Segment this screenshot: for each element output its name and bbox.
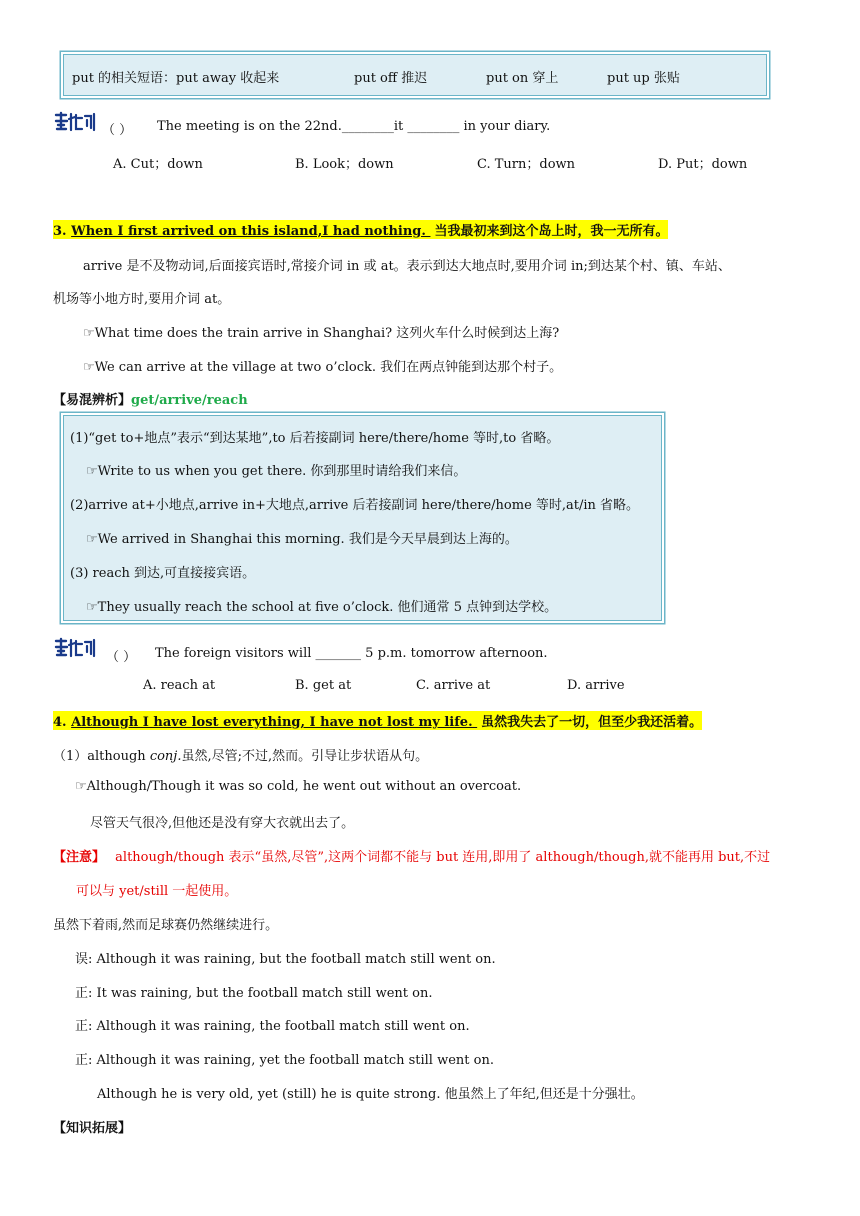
confuse-line-3: (2)arrive at+小地点,arrive in+大地点,arrive 后若接副词 here/there/home 等时,at/in 省略。 xyxy=(70,498,640,513)
section4-definition xyxy=(53,745,428,764)
section4-right-3: 正: Although it was raining, yet the football match still went on. xyxy=(75,1053,494,1068)
ex1-option-c: C. Turn；down xyxy=(477,157,576,172)
section3-example-1: ☞What time does the train arrive in Shanghai? 这列火车什么时候到达上海? xyxy=(83,326,560,341)
section4-example-1-cn: 尽管天气很冷,但他还是没有穿大衣就出去了。 xyxy=(90,816,355,831)
confuse-line-5: (3) reach 到达,可直接接宾语。 xyxy=(70,566,256,581)
confuse-line-1: (1)“get to+地点”表示“到达某地”,to 后若接副词 here/there/home 等时,to 省略。 xyxy=(70,431,560,446)
confuse-words: get/arrive/reach xyxy=(131,393,248,408)
phrase-put-away: put 的相关短语：put away 收起来 xyxy=(72,71,280,86)
note-text-1: although/though 表示“虽然,尽管”,这两个词都不能与 but 连用,即用了 although/though,就不能再用 but,不过 xyxy=(115,850,771,865)
section4-right-2: 正: Although it was raining, the football match still went on. xyxy=(75,1019,470,1034)
phrase-put-on: put on 穿上 xyxy=(486,71,559,86)
section4-heading xyxy=(53,711,702,730)
ex2-option-a: A. reach at xyxy=(143,678,216,693)
note-line-2: 可以与 yet/still 一起使用。 xyxy=(76,884,238,899)
example-stamp-icon xyxy=(54,637,98,659)
ex1-option-d: D. Put；down xyxy=(658,157,748,172)
section3-translation: 当我最初来到这个岛上时，我一无所有。 xyxy=(434,224,669,239)
ex2-paren: （ ） xyxy=(106,650,137,665)
section3-explain-2: 机场等小地方时,要用介词 at。 xyxy=(53,292,231,307)
ex1-option-a: A. Cut；down xyxy=(113,157,203,172)
confuse-line-2: ☞Write to us when you get there. 你到那里时请给我们来信。 xyxy=(86,464,467,479)
section3-example-2: ☞We can arrive at the village at two o’clock. 我们在两点钟能到达那个村子。 xyxy=(83,360,563,375)
ex2-question: The foreign visitors will _______ 5 p.m. tomorrow afternoon. xyxy=(155,646,548,661)
section3-number: 3. xyxy=(53,224,67,239)
section4-number: 4. xyxy=(53,715,67,730)
note-line-1 xyxy=(53,846,770,865)
example-stamp-icon xyxy=(54,111,98,133)
section4-wrong: 误: Although it was raining, but the football match still went on. xyxy=(75,952,496,967)
section4-cn-sentence: 虽然下着雨,然而足球赛仍然继续进行。 xyxy=(53,918,279,933)
confuse-heading xyxy=(53,389,248,408)
section4-sentence: Although I have lost everything, I have not lost my life. xyxy=(71,715,478,730)
def-word: （1）although xyxy=(53,749,150,764)
section4-last-example: Although he is very old, yet (still) he is quite strong. 他虽然上了年纪,但还是十分强壮。 xyxy=(97,1087,644,1102)
ex1-paren: （ ） xyxy=(102,123,133,138)
ex2-option-c: C. arrive at xyxy=(416,678,491,693)
section3-sentence: When I first arrived on this island,I had nothing. xyxy=(71,224,431,239)
section4-example-1: ☞Although/Though it was so cold, he went out without an overcoat. xyxy=(75,779,522,794)
section3-explain-1: arrive 是不及物动词,后面接宾语时,常接介词 in 或 at。表示到达大地点时,要用介词 in;到达某个村、镇、车站、 xyxy=(83,259,731,274)
section4-translation: 虽然我失去了一切，但至少我还活着。 xyxy=(481,715,703,730)
ex1-question: The meeting is on the 22nd.________it ________ in your diary. xyxy=(157,119,551,134)
ex2-option-d: D. arrive xyxy=(567,678,625,693)
ex1-option-b: B. Look；down xyxy=(295,157,394,172)
phrase-put-up: put up 张贴 xyxy=(607,71,680,86)
def-pos: conj. xyxy=(149,749,182,764)
phrase-put-off: put off 推迟 xyxy=(354,71,428,86)
confuse-line-4: ☞We arrived in Shanghai this morning. 我们是今天早晨到达上海的。 xyxy=(86,532,518,547)
section3-heading xyxy=(53,220,668,239)
ex2-option-b: B. get at xyxy=(295,678,352,693)
section4-right-1: 正: It was raining, but the football match still went on. xyxy=(75,986,433,1001)
note-label: 【注意】 xyxy=(53,850,106,865)
confuse-label: 【易混辨析】 xyxy=(53,393,132,408)
expand-heading: 【知识拓展】 xyxy=(53,1121,132,1136)
confuse-line-6: ☞They usually reach the school at five o’clock. 他们通常 5 点钟到达学校。 xyxy=(86,600,558,615)
def-meaning: 虽然,尽管;不过,然而。引导让步状语从句。 xyxy=(181,749,429,764)
